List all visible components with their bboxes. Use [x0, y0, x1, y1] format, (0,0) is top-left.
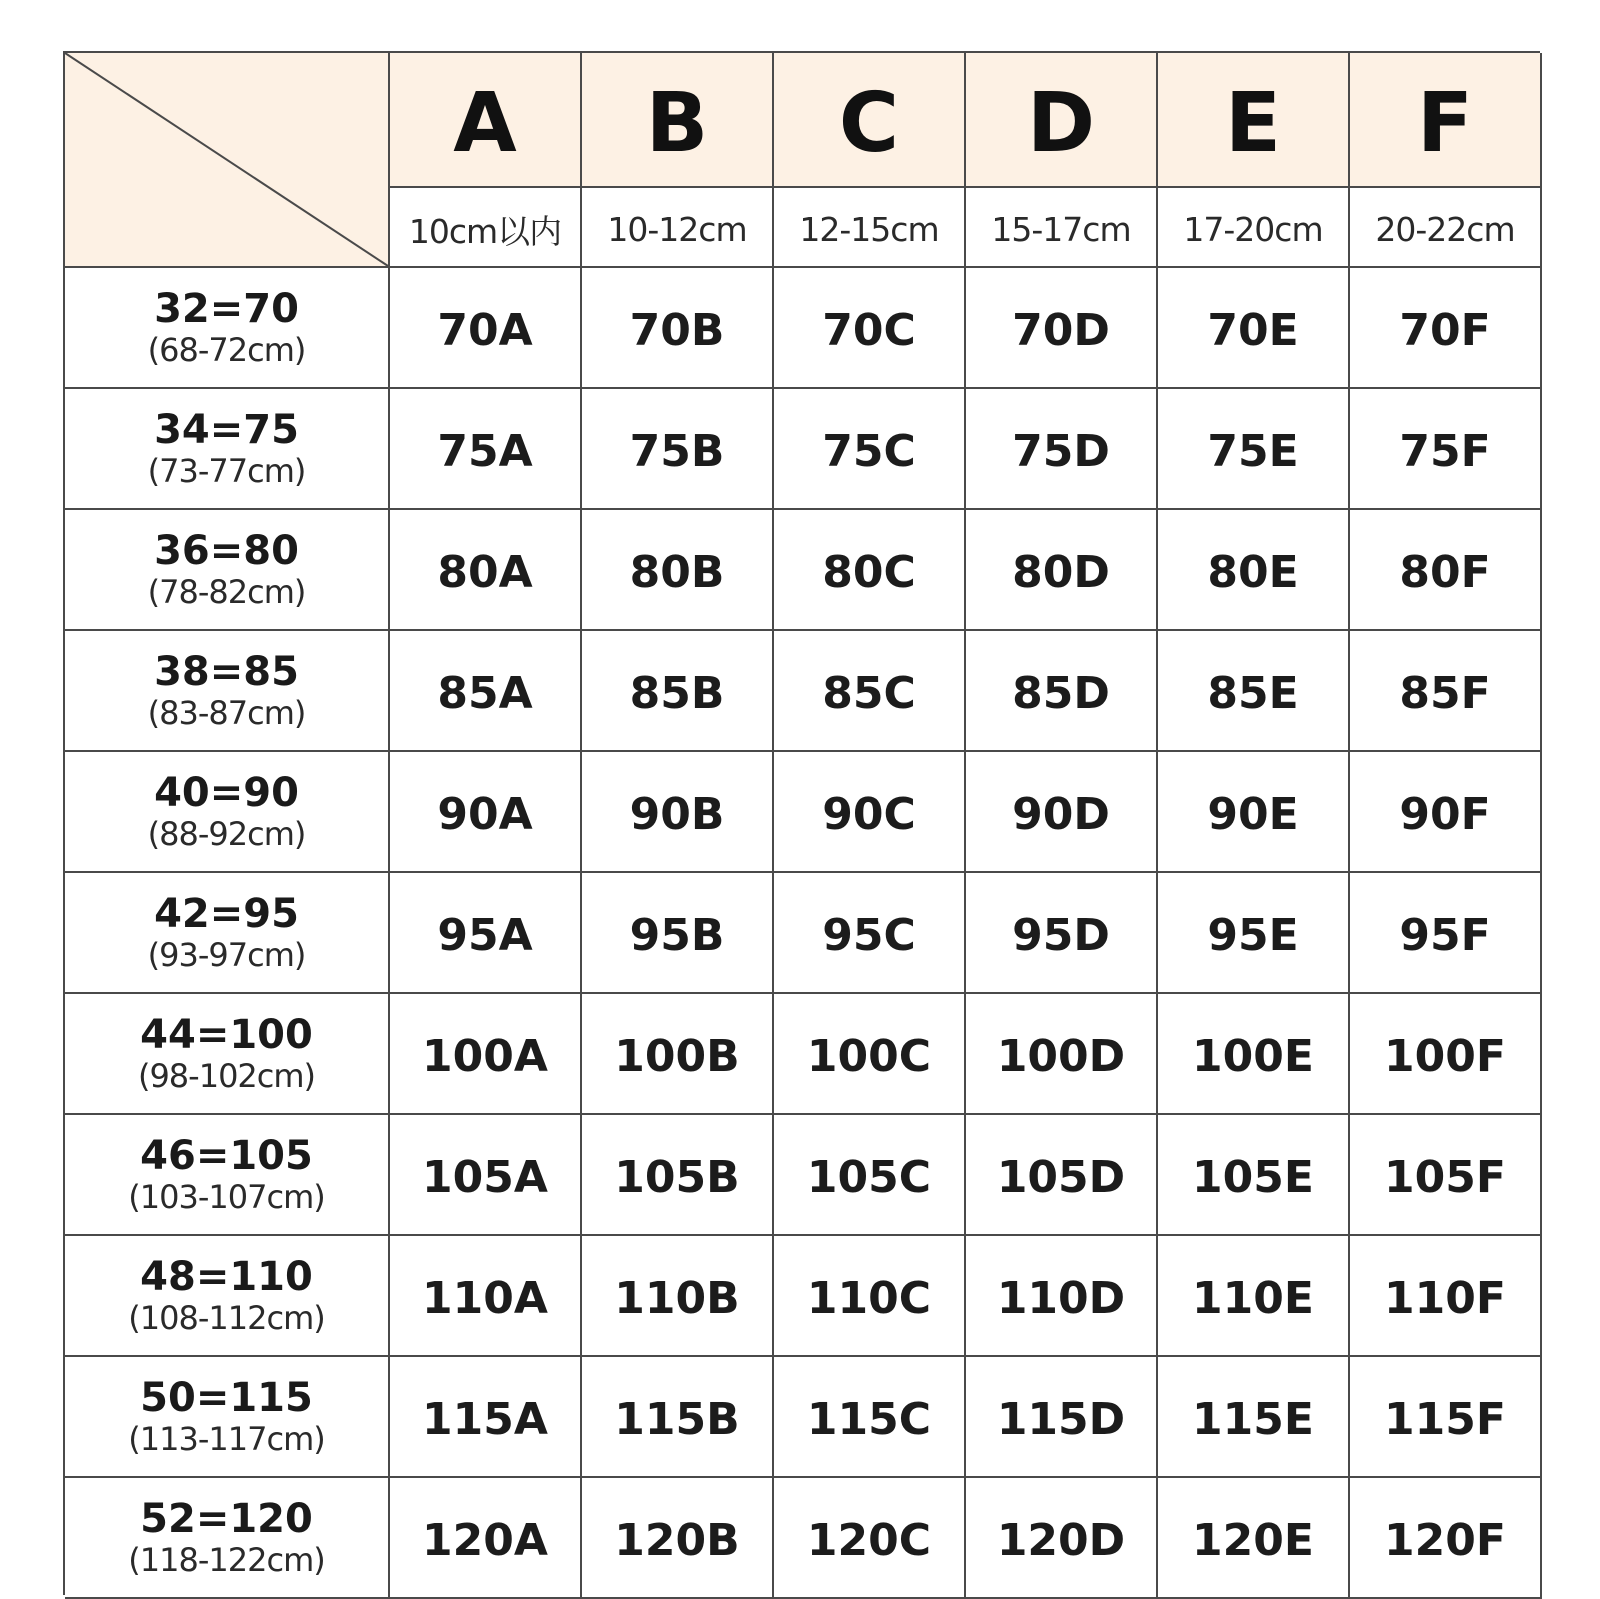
band-range-label: (108-112cm)	[128, 1299, 325, 1338]
size-cell: 115A	[390, 1357, 582, 1478]
size-cell: 120A	[390, 1478, 582, 1599]
size-cell: 90F	[1350, 752, 1542, 873]
band-range-label: (93-97cm)	[147, 936, 306, 975]
band-range-label: (78-82cm)	[147, 573, 306, 612]
size-cell: 80E	[1158, 510, 1350, 631]
size-cell: 95C	[774, 873, 966, 994]
size-cell: 110D	[966, 1236, 1158, 1357]
size-cell: 85E	[1158, 631, 1350, 752]
size-cell: 90D	[966, 752, 1158, 873]
size-cell: 105E	[1158, 1115, 1350, 1236]
cup-letter-header: F	[1350, 53, 1542, 188]
size-cell: 95D	[966, 873, 1158, 994]
size-cell: 95F	[1350, 873, 1542, 994]
size-cell: 70A	[390, 268, 582, 389]
size-cell: 95B	[582, 873, 774, 994]
band-size-label: 34=75	[154, 407, 299, 454]
band-range-label: (103-107cm)	[128, 1178, 325, 1217]
size-cell: 100B	[582, 994, 774, 1115]
size-cell: 120B	[582, 1478, 774, 1599]
size-cell: 120C	[774, 1478, 966, 1599]
band-range-label: (68-72cm)	[147, 331, 306, 370]
band-size-header	[65, 389, 390, 510]
size-cell: 75E	[1158, 389, 1350, 510]
band-size-header	[65, 994, 390, 1115]
size-cell: 105B	[582, 1115, 774, 1236]
band-size-label: 38=85	[154, 649, 299, 696]
size-cell: 75C	[774, 389, 966, 510]
size-cell: 115F	[1350, 1357, 1542, 1478]
size-cell: 75B	[582, 389, 774, 510]
size-cell: 100C	[774, 994, 966, 1115]
size-cell: 90B	[582, 752, 774, 873]
band-size-label: 42=95	[154, 891, 299, 938]
band-size-label: 32=70	[154, 286, 299, 333]
size-cell: 100A	[390, 994, 582, 1115]
band-size-header	[65, 510, 390, 631]
band-size-header	[65, 1115, 390, 1236]
size-cell: 75D	[966, 389, 1158, 510]
band-range-label: (118-122cm)	[128, 1541, 325, 1580]
size-cell: 105D	[966, 1115, 1158, 1236]
size-cell: 110B	[582, 1236, 774, 1357]
band-range-label: (88-92cm)	[147, 815, 306, 854]
size-cell: 70C	[774, 268, 966, 389]
cup-range-header: 10cm以内	[390, 188, 582, 268]
size-cell: 70D	[966, 268, 1158, 389]
cup-letter-header: C	[774, 53, 966, 188]
size-cell: 70E	[1158, 268, 1350, 389]
size-cell: 115D	[966, 1357, 1158, 1478]
band-size-label: 44=100	[140, 1012, 313, 1059]
band-size-header	[65, 1236, 390, 1357]
band-size-label: 50=115	[140, 1375, 313, 1422]
band-size-label: 46=105	[140, 1133, 313, 1180]
band-size-header	[65, 631, 390, 752]
size-cell: 70B	[582, 268, 774, 389]
size-cell: 85D	[966, 631, 1158, 752]
band-range-label: (73-77cm)	[147, 452, 306, 491]
band-size-label: 52=120	[140, 1496, 313, 1543]
cup-range-header: 12-15cm	[774, 188, 966, 268]
size-cell: 110F	[1350, 1236, 1542, 1357]
size-cell: 80A	[390, 510, 582, 631]
cup-letter-header: A	[390, 53, 582, 188]
band-size-header	[65, 268, 390, 389]
size-cell: 75A	[390, 389, 582, 510]
band-range-label: (83-87cm)	[147, 694, 306, 733]
size-cell: 100E	[1158, 994, 1350, 1115]
band-size-header	[65, 873, 390, 994]
size-cell: 115B	[582, 1357, 774, 1478]
size-cell: 120F	[1350, 1478, 1542, 1599]
cup-range-header: 15-17cm	[966, 188, 1158, 268]
size-cell: 95E	[1158, 873, 1350, 994]
size-cell: 75F	[1350, 389, 1542, 510]
size-cell: 110A	[390, 1236, 582, 1357]
size-cell: 120D	[966, 1478, 1158, 1599]
band-size-label: 40=90	[154, 770, 299, 817]
band-size-header	[65, 1357, 390, 1478]
band-size-label: 48=110	[140, 1254, 313, 1301]
size-cell: 85A	[390, 631, 582, 752]
size-cell: 70F	[1350, 268, 1542, 389]
size-cell: 90E	[1158, 752, 1350, 873]
size-cell: 85B	[582, 631, 774, 752]
corner-cell	[65, 53, 390, 268]
size-cell: 120E	[1158, 1478, 1350, 1599]
band-range-label: (113-117cm)	[128, 1420, 325, 1459]
size-cell: 80C	[774, 510, 966, 631]
cup-range-header: 10-12cm	[582, 188, 774, 268]
size-chart	[63, 51, 1540, 1595]
size-cell: 85C	[774, 631, 966, 752]
size-cell: 115C	[774, 1357, 966, 1478]
size-cell: 90C	[774, 752, 966, 873]
size-cell: 105A	[390, 1115, 582, 1236]
size-cell: 80D	[966, 510, 1158, 631]
band-range-label: (98-102cm)	[137, 1057, 316, 1096]
cup-letter-header: E	[1158, 53, 1350, 188]
size-cell: 110E	[1158, 1236, 1350, 1357]
diagonal-divider	[65, 53, 388, 266]
size-cell: 85F	[1350, 631, 1542, 752]
size-cell: 105F	[1350, 1115, 1542, 1236]
band-size-label: 36=80	[154, 528, 299, 575]
size-chart-grid	[63, 51, 1540, 1595]
size-cell: 105C	[774, 1115, 966, 1236]
size-cell: 115E	[1158, 1357, 1350, 1478]
band-size-header	[65, 1478, 390, 1599]
size-cell: 110C	[774, 1236, 966, 1357]
band-size-header	[65, 752, 390, 873]
size-cell: 80F	[1350, 510, 1542, 631]
size-cell: 100D	[966, 994, 1158, 1115]
cup-letter-header: D	[966, 53, 1158, 188]
size-cell: 100F	[1350, 994, 1542, 1115]
size-cell: 90A	[390, 752, 582, 873]
cup-letter-header: B	[582, 53, 774, 188]
cup-range-header: 17-20cm	[1158, 188, 1350, 268]
size-cell: 95A	[390, 873, 582, 994]
cup-range-header: 20-22cm	[1350, 188, 1542, 268]
size-cell: 80B	[582, 510, 774, 631]
